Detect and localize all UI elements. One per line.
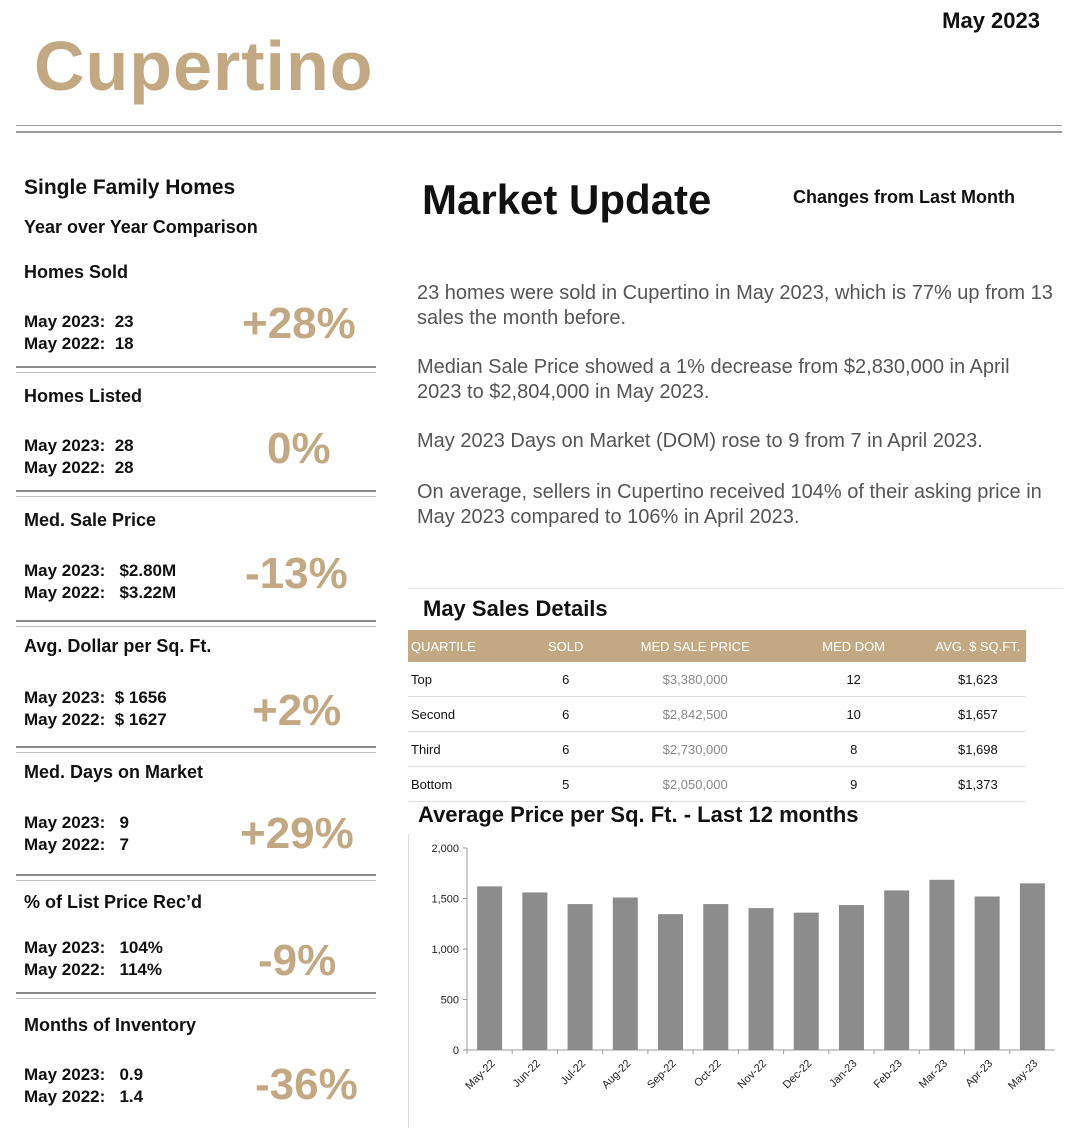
table-row	[408, 697, 1026, 732]
cell-avg-sqft: $1,623	[930, 662, 1026, 697]
x-tick-label: May-22	[463, 1057, 498, 1093]
market-paragraph: Median Sale Price showed a 1% decrease from $2,830,000 in April 2023 to $2,804,000 in May 2023.	[417, 356, 1010, 403]
metric-previous: May 2022: 18	[24, 334, 134, 353]
bar-mar-23	[929, 880, 954, 1050]
column-header: SOLD	[519, 630, 613, 662]
x-tick-label: Apr-23	[963, 1057, 996, 1090]
metric-change: -36%	[255, 1060, 358, 1109]
bar-may-23	[1020, 883, 1045, 1050]
bar-jul-22	[568, 904, 593, 1050]
header-divider-top	[16, 125, 1062, 126]
metric-divider	[16, 746, 376, 753]
metric-change: 0%	[267, 424, 331, 473]
column-header: MED DOM	[778, 630, 930, 662]
bar-dec-22	[794, 913, 819, 1050]
cell-med-dom: 10	[778, 697, 930, 732]
cell-med-dom: 8	[778, 732, 930, 767]
metric-current: May 2023: $ 1656	[24, 688, 167, 707]
metric-divider	[16, 620, 376, 627]
cell-avg-sqft: $1,698	[930, 732, 1026, 767]
market-update-title: Market Update	[422, 176, 712, 223]
table-header-row	[408, 630, 1026, 662]
cell-sold: 6	[519, 697, 613, 732]
metric-title: Med. Days on Market	[24, 762, 204, 782]
cell-quartile: Top	[408, 662, 519, 697]
bar-nov-22	[749, 908, 774, 1050]
metric-title: Months of Inventory	[24, 1015, 196, 1035]
y-tick-label: 2,000	[431, 843, 459, 855]
x-tick-label: Mar-23	[916, 1057, 951, 1091]
metric-current: May 2023: 9	[24, 813, 129, 832]
cell-avg-sqft: $1,373	[930, 767, 1026, 802]
column-header: QUARTILE	[408, 630, 519, 662]
panel-title: Single Family Homes	[24, 176, 236, 199]
x-tick-label: Aug-22	[599, 1057, 634, 1092]
cell-quartile: Second	[408, 697, 519, 732]
x-tick-label: Jul-22	[558, 1057, 589, 1088]
metric-previous: May 2022: 114%	[24, 960, 162, 979]
cell-sold: 6	[519, 662, 613, 697]
metric-title: Homes Sold	[24, 262, 129, 282]
x-tick-label: Dec-22	[780, 1057, 815, 1092]
bar-jan-23	[839, 905, 864, 1050]
bar-apr-23	[975, 896, 1000, 1050]
market-paragraph: May 2023 Days on Market (DOM) rose to 9 from 7 in April 2023.	[417, 430, 983, 452]
x-tick-label: Oct-22	[692, 1057, 724, 1090]
chart-svg	[409, 834, 1064, 1128]
metric-divider	[16, 992, 376, 999]
metric-divider	[16, 366, 376, 373]
market-update-subtitle: Changes from Last Month	[793, 187, 1016, 207]
cell-med-sale-price: $2,730,000	[613, 732, 778, 767]
y-tick-label: 1,500	[431, 893, 459, 906]
metric-change: +29%	[240, 809, 354, 858]
cell-med-sale-price: $2,050,000	[613, 767, 778, 802]
y-tick-label: 500	[440, 994, 459, 1007]
cell-med-dom: 9	[778, 767, 930, 802]
market-paragraph: On average, sellers in Cupertino received 104% of their asking price in May 2023 compared to 106% in April 2023.	[417, 481, 1042, 528]
x-tick-label: May-23	[1006, 1057, 1041, 1093]
cell-avg-sqft: $1,657	[930, 697, 1026, 732]
metric-title: Avg. Dollar per Sq. Ft.	[24, 636, 212, 656]
x-tick-label: Jan-23	[827, 1057, 860, 1090]
cell-sold: 5	[519, 767, 613, 802]
y-tick-label: 1,000	[431, 944, 459, 956]
cell-med-sale-price: $2,842,500	[613, 697, 778, 732]
x-tick-label: Nov-22	[735, 1057, 770, 1092]
x-tick-label: Jun-22	[510, 1057, 543, 1090]
metric-change: -9%	[258, 936, 337, 985]
table-row	[408, 662, 1026, 697]
report-date: May 2023	[942, 8, 1040, 33]
market-paragraph: 23 homes were sold in Cupertino in May 2023, which is 77% up from 13 sales the month before.	[417, 282, 1053, 329]
metric-current: May 2023: 104%	[24, 938, 163, 957]
metric-previous: May 2022: $3.22M	[24, 583, 177, 602]
sales-details-title: May Sales Details	[423, 596, 608, 621]
x-tick-label: Sep-22	[645, 1057, 679, 1092]
cell-quartile: Third	[408, 732, 519, 767]
metric-title: Homes Listed	[24, 386, 143, 406]
column-header: MED SALE PRICE	[613, 630, 778, 662]
metric-current: May 2023: 0.9	[24, 1065, 144, 1084]
header-divider-bottom	[16, 131, 1062, 133]
sales-details-table	[408, 630, 1026, 802]
cell-med-sale-price: $3,380,000	[613, 662, 778, 697]
metric-previous: May 2022: 1.4	[24, 1087, 144, 1106]
metric-previous: May 2022: 28	[24, 458, 134, 477]
city-title: Cupertino	[34, 27, 374, 105]
bar-may-22	[477, 886, 502, 1050]
metric-divider	[16, 874, 376, 881]
metric-current: May 2023: $2.80M	[24, 561, 177, 580]
metric-change: -13%	[245, 549, 348, 598]
metric-previous: May 2022: $ 1627	[24, 710, 167, 729]
bar-aug-22	[613, 897, 638, 1050]
metric-change: +2%	[252, 686, 342, 735]
metric-divider	[16, 490, 376, 497]
bar-feb-23	[884, 890, 909, 1050]
cell-sold: 6	[519, 732, 613, 767]
bar-sep-22	[658, 914, 683, 1050]
cell-med-dom: 12	[778, 662, 930, 697]
metric-title: Med. Sale Price	[24, 510, 157, 530]
chart-title: Average Price per Sq. Ft. - Last 12 months	[418, 802, 859, 827]
metric-previous: May 2022: 7	[24, 835, 129, 854]
table-row	[408, 767, 1026, 802]
bar-oct-22	[703, 904, 728, 1050]
metric-title: % of List Price Rec’d	[24, 892, 203, 912]
panel-subtitle: Year over Year Comparison	[24, 217, 258, 237]
metric-current: May 2023: 23	[24, 312, 134, 331]
metric-current: May 2023: 28	[24, 436, 134, 455]
price-per-sqft-chart	[408, 834, 1064, 1128]
bar-jun-22	[522, 892, 547, 1050]
column-header: AVG. $ SQ.FT.	[930, 630, 1026, 662]
y-tick-label: 0	[452, 1045, 459, 1057]
x-tick-label: Feb-23	[871, 1057, 905, 1091]
cell-quartile: Bottom	[408, 767, 519, 802]
table-row	[408, 732, 1026, 767]
metric-change: +28%	[242, 299, 356, 348]
